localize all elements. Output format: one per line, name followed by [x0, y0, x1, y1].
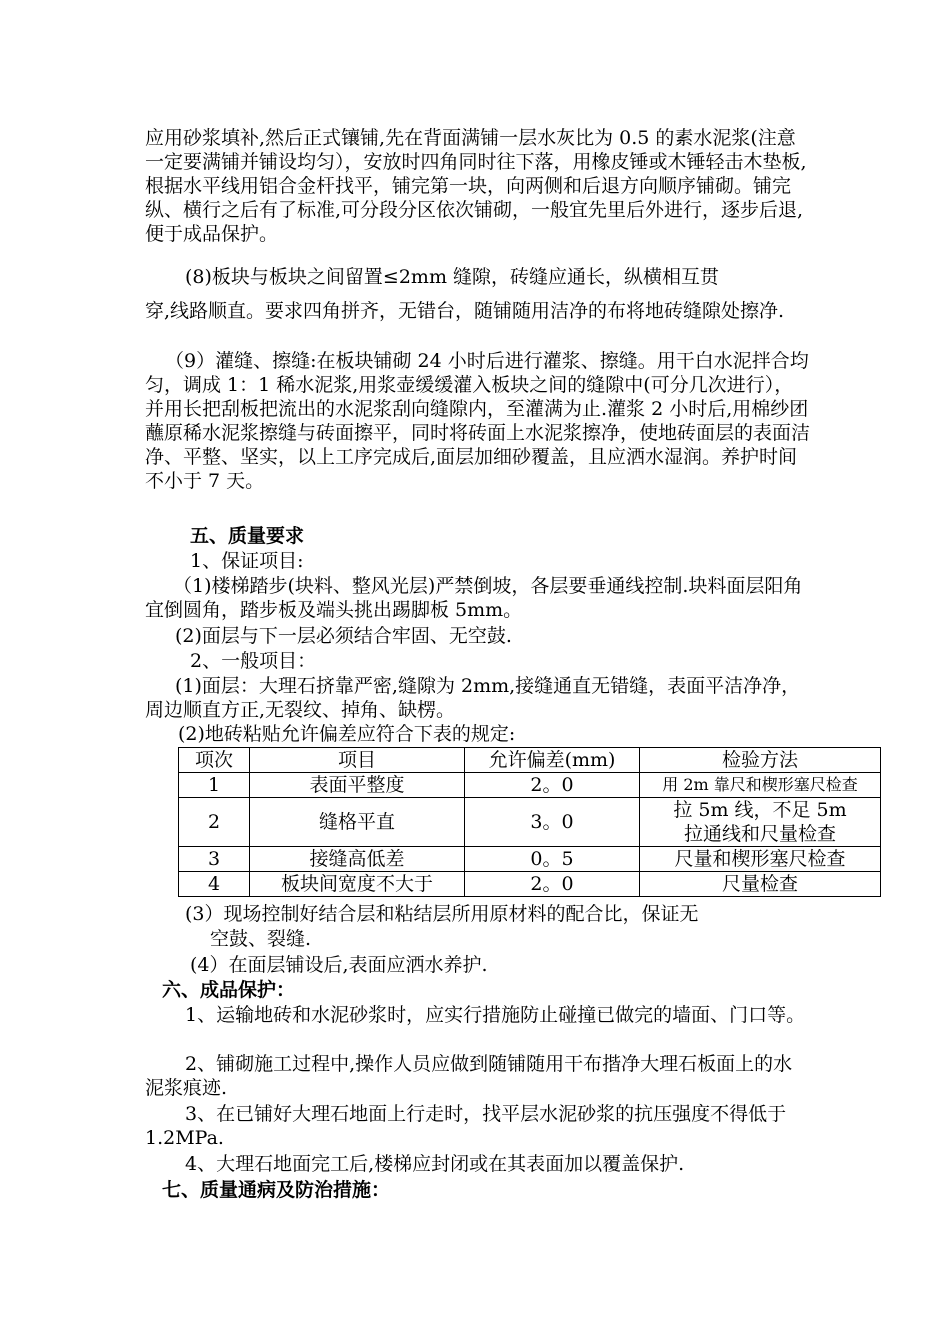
table-header-cell: 允许偏差(mm): [465, 748, 640, 773]
table-row: [179, 798, 881, 847]
tolerance-table: [178, 747, 881, 897]
section-5-item-3-line-2: 空鼓、裂缝.: [210, 928, 312, 950]
table-cell: 板块间宽度不大于: [250, 872, 465, 897]
section-5-heading: 五、质量要求: [190, 525, 305, 547]
table-row: [179, 872, 881, 897]
table-cell: 0。5: [465, 847, 640, 872]
paragraph-8-first-line: (8)板块与板块之间留置≤2mm 缝隙，砖缝应通长，纵横相互贯: [185, 266, 719, 288]
table-cell: 2。0: [465, 773, 640, 798]
section-7-heading: 七、质量通病及防治措施：: [162, 1179, 391, 1201]
table-header-cell: 检验方法: [640, 748, 881, 773]
section-6-item-2: 2、铺砌施工过程中,操作人员应做到随铺随用干布揩净大理石板面上的水泥浆痕迹.: [145, 1053, 793, 1099]
table-cell: 3。0: [465, 798, 640, 847]
paragraph-8-rest: 穿,线路顺直。要求四角拼齐，无错台，随铺随用洁净的布将地砖缝隙处擦净.: [145, 300, 785, 322]
table-cell: 缝格平直: [250, 798, 465, 847]
section-6-heading: 六、成品保护：: [162, 979, 296, 1001]
table-header-cell: 项次: [179, 748, 250, 773]
table-cell: 1: [179, 773, 250, 798]
section-5-item-3-line-1: (3）现场控制好结合层和粘结层所用原材料的配合比，保证无: [185, 903, 699, 925]
section-5-item-1: 1、保证项目:: [190, 550, 304, 572]
paragraph-9-caulking: （9）灌缝、擦缝:在板块铺砌 24 小时后进行灌浆、擦缝。用干白水泥拌合均匀，调成 1：1 稀水泥浆,用浆壶缓缓灌入板块之间的缝隙中(可分几次进行），并用长把刮板把流出的水泥浆刮向缝隙内，至灌满为止.灌浆 2 小时后,用棉纱团蘸原稀水泥浆擦缝与砖面擦平，同时将砖面上水泥浆擦净，使地砖面层的表面洁净、平整、坚实，以上工序完成后,面层加细砂覆盖，且应洒水湿润。养护时间不小于 7 天。: [145, 350, 811, 492]
table-cell: 用 2m 靠尺和楔形塞尺检查: [640, 773, 881, 798]
table-cell: 表面平整度: [250, 773, 465, 798]
section-6-item-1: 1、运输地砖和水泥砂浆时，应实行措施防止碰撞已做完的墙面、门口等。: [185, 1004, 806, 1026]
section-6-item-4: 4、大理石地面完工后,楼梯应封闭或在其表面加以覆盖保护.: [185, 1153, 685, 1175]
section-5-item-1-2: (2)面层与下一层必须结合牢固、无空鼓.: [175, 625, 512, 647]
table-cell: 尺量和楔形塞尺检查: [640, 847, 881, 872]
table-cell: 4: [179, 872, 250, 897]
table-cell: 3: [179, 847, 250, 872]
section-6-item-3: 3、在已铺好大理石地面上行走时，找平层水泥砂浆的抗压强度不得低于 1.2MPa.: [145, 1103, 787, 1149]
table-cell: 尺量检查: [640, 872, 881, 897]
table-cell: 2。0: [465, 872, 640, 897]
table-header-row: [179, 748, 881, 773]
table-row: [179, 847, 881, 872]
paragraph-grouting-procedure: 应用砂浆填补,然后正式镶铺,先在背面满铺一层水灰比为 0.5 的素水泥浆(注意一定要满铺并铺设均匀），安放时四角同时往下落，用橡皮锤或木锤轻击木垫板,根据水平线用铝合金杆找平，铺完第一块，向两侧和后退方向顺序铺砌。铺完纵、横行之后有了标准,可分段分区依次铺砌，一般宜先里后外进行，逐步后退,便于成品保护。: [145, 127, 807, 245]
table-cell: 2: [179, 798, 250, 847]
section-5-item-2: 2、一般项目：: [190, 650, 317, 672]
table-header-cell: 项目: [250, 748, 465, 773]
table-row: [179, 773, 881, 798]
section-5-item-2-2: (2)地砖粘贴允许偏差应符合下表的规定:: [178, 723, 516, 745]
section-5-item-2-1: (1)面层：大理石挤靠严密,缝隙为 2mm,接缝通直无错缝，表面平洁净净，周边顺直方正,无裂纹、掉角、缺楞。: [145, 675, 801, 721]
table-cell: 接缝高低差: [250, 847, 465, 872]
section-5-item-1-1: （1)楼梯踏步(块料、整风光层)严禁倒坡，各层要垂通线控制.块料面层阳角宜倒圆角，踏步板及端头挑出踢脚板 5mm。: [145, 575, 803, 621]
section-5-item-4: (4）在面层铺设后,表面应洒水养护.: [190, 954, 488, 976]
table-cell: 拉 5m 线，不足 5m 拉通线和尺量检查: [640, 798, 881, 847]
